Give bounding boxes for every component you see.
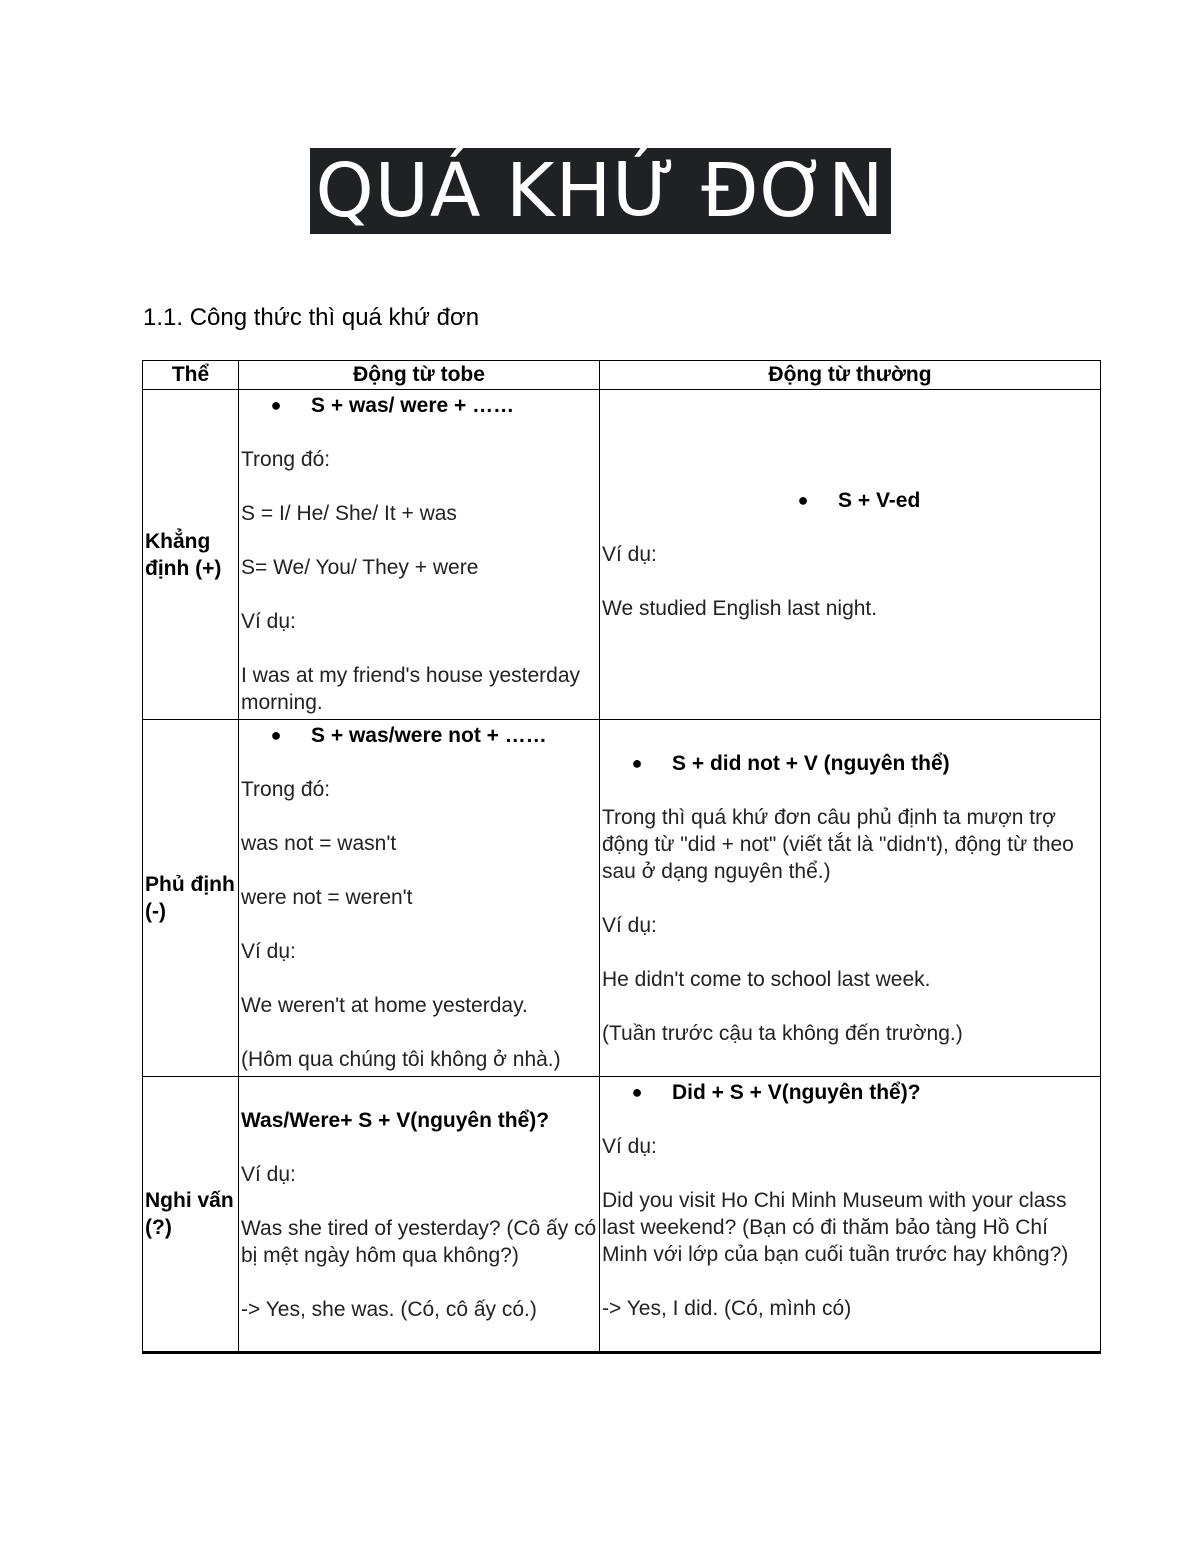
text-line: Ví dụ: bbox=[602, 543, 657, 566]
tobe-formula-affirmative bbox=[241, 392, 597, 419]
text-line: Ví dụ: bbox=[602, 914, 657, 937]
text-line: Ví dụ: bbox=[241, 940, 296, 963]
page-title: QUÁ KHỨ ĐƠN bbox=[310, 148, 891, 234]
row-label-interrogative: Nghi vấn (?) bbox=[143, 1077, 239, 1353]
text-line: were not = weren't bbox=[241, 886, 413, 909]
tobe-cell-interrogative bbox=[239, 1077, 600, 1353]
text-line: Trong thì quá khứ đơn câu phủ định ta mượn trợ động từ "did + not" (viết tắt là "didn't), động từ theo sau ở dạng nguyên thể.) bbox=[602, 806, 1074, 883]
text-line: He didn't come to school last week. bbox=[602, 968, 931, 991]
text-line: Did you visit Ho Chi Minh Museum with your class last weekend? (Bạn có đi thăm bảo tàng Hồ Chí Minh với lớp của bạn cuối tuần trước hay không?) bbox=[602, 1189, 1069, 1266]
bullet-icon: ● bbox=[270, 725, 282, 745]
text-line: Ví dụ: bbox=[241, 610, 296, 633]
text-line: We studied English last night. bbox=[602, 597, 878, 620]
text-line: We weren't at home yesterday. bbox=[241, 994, 528, 1017]
bullet-icon: ● bbox=[631, 1082, 643, 1102]
bullet-icon: ● bbox=[270, 395, 282, 415]
tobe-cell-negative bbox=[239, 720, 600, 1077]
formula-text: S + did not + V (nguyên thể) bbox=[672, 752, 950, 775]
regular-formula-affirmative bbox=[602, 487, 1098, 514]
text-line: S = I/ He/ She/ It + was bbox=[241, 502, 457, 525]
table-header-row bbox=[143, 361, 1101, 390]
text-line: S= We/ You/ They + were bbox=[241, 556, 479, 579]
row-label-negative: Phủ định (-) bbox=[143, 720, 239, 1077]
text-line: Was she tired of yesterday? (Cô ấy có bị mệt ngày hôm qua không?) bbox=[241, 1217, 597, 1267]
header-tobe-verb: Động từ tobe bbox=[239, 361, 600, 390]
row-label-affirmative: Khẳng định (+) bbox=[143, 390, 239, 720]
formula-text: S + was/were not + …… bbox=[311, 724, 547, 747]
formula-text: S + was/ were + …… bbox=[311, 394, 515, 417]
text-line: (Tuần trước cậu ta không đến trường.) bbox=[602, 1022, 963, 1045]
text-line: was not = wasn't bbox=[241, 832, 397, 855]
text-line: Ví dụ: bbox=[602, 1135, 657, 1158]
table-row-negative bbox=[143, 720, 1101, 1077]
regular-cell-negative bbox=[600, 720, 1101, 1077]
formula-text: Did + S + V(nguyên thể)? bbox=[672, 1081, 921, 1104]
text-line: -> Yes, I did. (Có, mình có) bbox=[602, 1297, 852, 1320]
text-line: Trong đó: bbox=[241, 448, 331, 471]
header-form: Thể bbox=[143, 361, 239, 390]
table-row-affirmative bbox=[143, 390, 1101, 720]
text-line: (Hôm qua chúng tôi không ở nhà.) bbox=[241, 1048, 561, 1071]
text-line: I was at my friend's house yesterday morning. bbox=[241, 664, 580, 714]
tobe-cell-affirmative bbox=[239, 390, 600, 720]
title-wrapper bbox=[0, 148, 1200, 234]
formula-text: S + V-ed bbox=[838, 489, 921, 512]
regular-formula-negative bbox=[602, 750, 1098, 777]
table-row-interrogative bbox=[143, 1077, 1101, 1353]
section-heading: 1.1. Công thức thì quá khứ đơn bbox=[143, 304, 480, 331]
text-line: Trong đó: bbox=[241, 778, 331, 801]
text-line: -> Yes, she was. (Có, cô ấy có.) bbox=[241, 1298, 537, 1321]
header-regular-verb: Động từ thường bbox=[600, 361, 1101, 390]
text-line: Ví dụ: bbox=[241, 1163, 296, 1186]
grammar-table bbox=[142, 360, 1101, 1354]
tobe-formula-interrogative: Was/Were+ S + V(nguyên thể)? bbox=[241, 1109, 550, 1132]
bullet-icon: ● bbox=[797, 490, 809, 510]
regular-cell-affirmative bbox=[600, 390, 1101, 720]
tobe-formula-negative bbox=[241, 722, 597, 749]
bullet-icon: ● bbox=[631, 753, 643, 773]
regular-formula-interrogative bbox=[602, 1079, 1098, 1106]
regular-cell-interrogative bbox=[600, 1077, 1101, 1353]
